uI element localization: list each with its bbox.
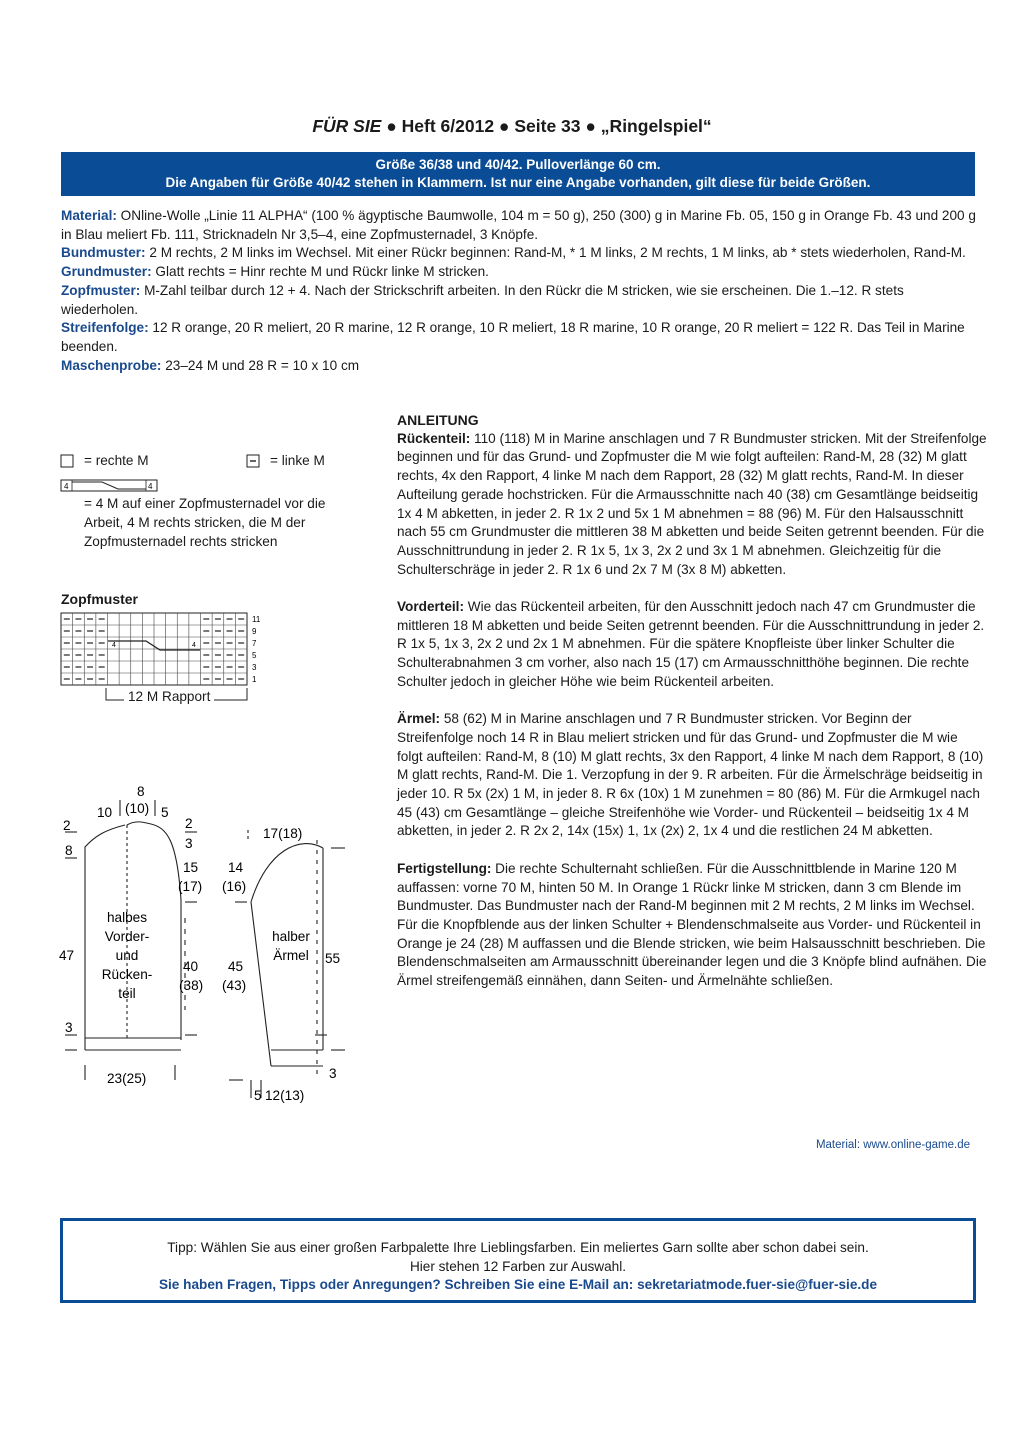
m-15: 15 <box>183 860 199 875</box>
fertig-label: Fertigstellung: <box>397 860 492 876</box>
size-banner <box>61 152 975 196</box>
zopf-text: M-Zahl teilbar durch 12 + 4. Nach der Strickschrift arbeiten. In den Rückr die M stricken, wie sie erscheinen. Die 1.–12. R stets wiederholen. <box>61 282 904 317</box>
ruecken-text: 110 (118) M in Marine anschlagen und 7 R Bundmuster stricken. Mit der Streifenfolge beginnen und für das Grund- und Zopfmuster die M wie folgt aufteilen: Rand-M, 28 (32) M glatt rechts, 4x den Rapport, 4 linke M nach dem Rapport, 28 (32) M glatt rechts, Rand-M. In dieser Aufteilung gerade hochstricken. Für die Armausschnitte nach 40 (38) cm Gesamtlänge beidseitig 1x 4 M abketten, in jeder 2. R 1x 2 und 5x 1 M abnehmen = 88 (96) M. Für den Halsausschnitt nach 55 cm Grundmuster die mittleren 38 M abketten und beide Seiten getrennt beenden. Für die Ausschnittrundung in jeder 2. R 1x 5, 1x 3, 2x 2 und 3x 1 M abnehmen. Gleichzeitig für die Schulterschräge in jeder 2. R 1x 6 und 2x 7 M (3x 8 M) abketten. <box>397 430 987 577</box>
body-label-5: teil <box>118 986 136 1001</box>
cable-left-4: 4 <box>112 642 116 649</box>
ruecken-label: Rückenteil: <box>397 430 471 446</box>
streifen-para <box>61 319 976 356</box>
m-10-10: (10) <box>125 801 150 816</box>
m-3c: 3 <box>329 1066 337 1081</box>
body-label-1: halbes <box>106 910 148 925</box>
m-17: (17) <box>178 879 203 894</box>
body-label-2: Vorder- <box>104 929 150 944</box>
material-link[interactable]: Material: www.online-game.de <box>815 1139 970 1151</box>
title-details: ● Heft 6/2012 ● Seite 33 ● „Ringelspiel“ <box>381 116 712 136</box>
svg-text:4: 4 <box>148 482 153 491</box>
chart-row-label: 9 <box>252 627 257 636</box>
body-label-4: Rücken- <box>101 967 153 982</box>
ruecken-para <box>397 430 987 580</box>
vorder-label: Vorderteil: <box>397 599 464 615</box>
legend-rechte: = rechte M <box>84 453 149 468</box>
chart-row-label: 7 <box>252 639 257 648</box>
material-para <box>61 207 976 244</box>
m-14: 14 <box>228 860 244 875</box>
grund-label: Grundmuster: <box>61 264 152 280</box>
grund-text: Glatt rechts = Hinr rechte M und Rückr linke M stricken. <box>151 264 489 280</box>
footer-tipp2: Hier stehen 12 Farben zur Auswahl. <box>409 1258 627 1274</box>
streifen-label: Streifenfolge: <box>61 320 149 336</box>
streifen-text: 12 R orange, 20 R meliert, 20 R marine, 12 R orange, 10 R meliert, 18 R marine, 10 R orange, 20 R meliert = 122 R. Das Teil in Marine beenden. <box>61 320 965 354</box>
material-label: Material: <box>61 208 117 223</box>
banner-line-1: Größe 36/38 und 40/42. Pulloverlänge 60 cm. <box>375 157 661 172</box>
bund-label: Bundmuster: <box>61 245 146 261</box>
m-3: 3 <box>185 836 193 851</box>
zopf-para <box>61 282 976 319</box>
chart-row-label: 1 <box>252 675 257 684</box>
knit-square-icon <box>60 452 80 470</box>
banner-line-2: Die Angaben für Größe 40/42 stehen in Klammern. Ist nur eine Angabe vorhanden, gilt diese für beide Größen. <box>165 175 871 190</box>
m-10: 10 <box>97 805 113 820</box>
zopf-label: Zopfmuster: <box>61 282 141 298</box>
m-45: 45 <box>228 959 244 974</box>
m-2: 2 <box>63 818 71 833</box>
bund-text: 2 M rechts, 2 M links im Wechsel. Mit einer Rückr beginnen: Rand-M, * 1 M links, 2 M rechts, 1 M links, ab * stets wiederholen, Rand-M. <box>145 245 966 261</box>
chart-grid <box>61 613 247 685</box>
instructions <box>397 411 987 1009</box>
m-40: 40 <box>183 959 199 974</box>
aermel-label: Ärmel: <box>397 711 441 727</box>
sleeve-label-1: halber <box>272 929 310 944</box>
m-12-13: 12(13) <box>265 1088 305 1103</box>
cable-right-4: 4 <box>192 642 196 649</box>
fertig-para <box>397 860 987 991</box>
vorder-para <box>397 598 987 692</box>
aermel-para <box>397 710 987 841</box>
chart-row-label: 3 <box>252 663 257 672</box>
purl-square-icon <box>246 452 266 470</box>
page-title <box>0 116 1024 137</box>
m-16: (16) <box>222 879 247 894</box>
chart-title: Zopfmuster <box>61 591 138 607</box>
m-8b: 8 <box>65 843 73 858</box>
magazine-name: FÜR SIE <box>312 116 382 136</box>
m-5: 5 <box>161 805 169 820</box>
grund-para <box>61 263 976 282</box>
m-55: 55 <box>325 951 341 966</box>
m-38: (38) <box>179 978 204 993</box>
m-17-18: 17(18) <box>263 826 303 841</box>
sleeve-label-2: Ärmel <box>273 948 309 963</box>
intro-section <box>61 207 976 375</box>
schematic-diagram <box>55 780 355 1110</box>
footer-box <box>60 1218 976 1303</box>
m-5b: 5 <box>254 1088 262 1103</box>
fertig-text: Die rechte Schulternaht schließen. Für die Ausschnittblende in Marine 120 M auffassen: vorne 70 M, hinten 50 M. In Orange 1 Rückr linke M stricken, dann 3 cm Blende im Bundmuster. Das Bundmuster nach der Rand-M beginnen mit 2 M rechts, 2 M links im Wechsel. Für die Knopfblende aus der linken Schulter + Blendenschmalseite aus Vorder- und Rückenteil in Orange je 24 (28) M auffassen und die Blende stricken, wie beim Halsausschnitt beschrieben. Die Blendenschmalseiten am Armausschnitt übereinander legen und die 3 Knöpfe blind aufnähen. Die Ärmel streifengemäß einnähen, dann Seiten- und Ärmelnähte schließen. <box>397 860 987 989</box>
maschen-text: 23–24 M und 28 R = 10 x 10 cm <box>161 357 360 373</box>
vorder-text: Wie das Rückenteil arbeiten, für den Ausschnitt jedoch nach 47 cm Grundmuster die mittleren 18 M abketten und beide Seiten getrennt beenden. Für die Ausschnittrundung in jeder 2. R 1x 5, 1x 3, 2x 2 und 2x 1 M abnehmen. Für die spätere Knopfleiste über linker Schulter die Schulterabnahmen 3 cm vorher, also nach 15 (17) cm Armausschnitthöhe beginnen. Die rechte Schulter jedoch in gleicher Höhe wie beim Rückenteil arbeiten. <box>397 599 985 689</box>
svg-text:4: 4 <box>64 482 69 491</box>
footer-question: Sie haben Fragen, Tipps oder Anregungen? Schreiben Sie eine E-Mail an: sekretariatmode.fuer-sie@fuer-sie.de <box>158 1277 878 1293</box>
m-47: 47 <box>59 948 75 963</box>
maschen-label: Maschenprobe: <box>61 357 162 373</box>
m-23: 23(25) <box>107 1071 147 1086</box>
footer-tipp: Tipp: Wählen Sie aus einer großen Farbpalette Ihre Lieblingsfarben. Ein meliertes Garn sollte aber schon dabei sein. <box>167 1240 869 1255</box>
body-label-3: und <box>115 948 139 963</box>
aermel-text: 58 (62) M in Marine anschlagen und 7 R Bundmuster stricken. Vor Beginn der Streifenfolge noch 14 R in Blau meliert stricken und für das Grund- und Zopfmuster die M wie folgt aufteilen: Rand-M, 8 (10) M glatt rechts, 3x den Rapport, 4 linke M nach dem Rapport, 8 (10) M glatt rechts, Rand-M. Die 1. Verzopfung in der 9. R arbeiten. Für die Ärmelschräge beidseitig in jeder 10. R 5x (2x) 1 M, in jeder 8. R 6x (10x) 1 M zunehmen = 80 (86) M. Für die Armkugel nach 45 (43) cm Gesamtlänge – gleiche Streifenhöhe wie Vorder- und Rückenteil – beidseitig 1x 4 M abketten, in jeder 2. R 2x 2, 14x (15x) 1, 1x (2x) 2, 1x 4 und die restlichen 24 M abketten. <box>397 711 984 839</box>
cable-symbol-icon <box>60 478 160 494</box>
legend-linke: = linke M <box>270 453 325 468</box>
m-8: 8 <box>137 784 145 799</box>
anleitung-heading: ANLEITUNG <box>397 412 479 428</box>
m-3b: 3 <box>65 1020 73 1035</box>
legend-zopf: = 4 M auf einer Zopfmusternadel vor die Arbeit, 4 M rechts stricken, die M der Zopfmusternadel rechts stricken <box>84 496 326 549</box>
chart-rapport: 12 M Rapport <box>124 689 214 704</box>
bund-para <box>61 244 976 263</box>
maschen-para <box>61 357 976 376</box>
m-43: (43) <box>222 978 247 993</box>
m-2b: 2 <box>185 816 193 831</box>
material-text: ONline-Wolle „Linie 11 ALPHA“ (100 % ägyptische Baumwolle, 104 m = 50 g), 250 (300) g in Marine Fb. 05, 150 g in Orange Fb. 43 und 200 g in Blau meliert Fb. 111, Stricknadeln Nr 3,5–4, eine Zopfmusternadel, 3 Knöpfe. <box>61 208 976 242</box>
chart-row-label: 11 <box>252 615 261 624</box>
chart-row-label: 5 <box>252 651 257 660</box>
